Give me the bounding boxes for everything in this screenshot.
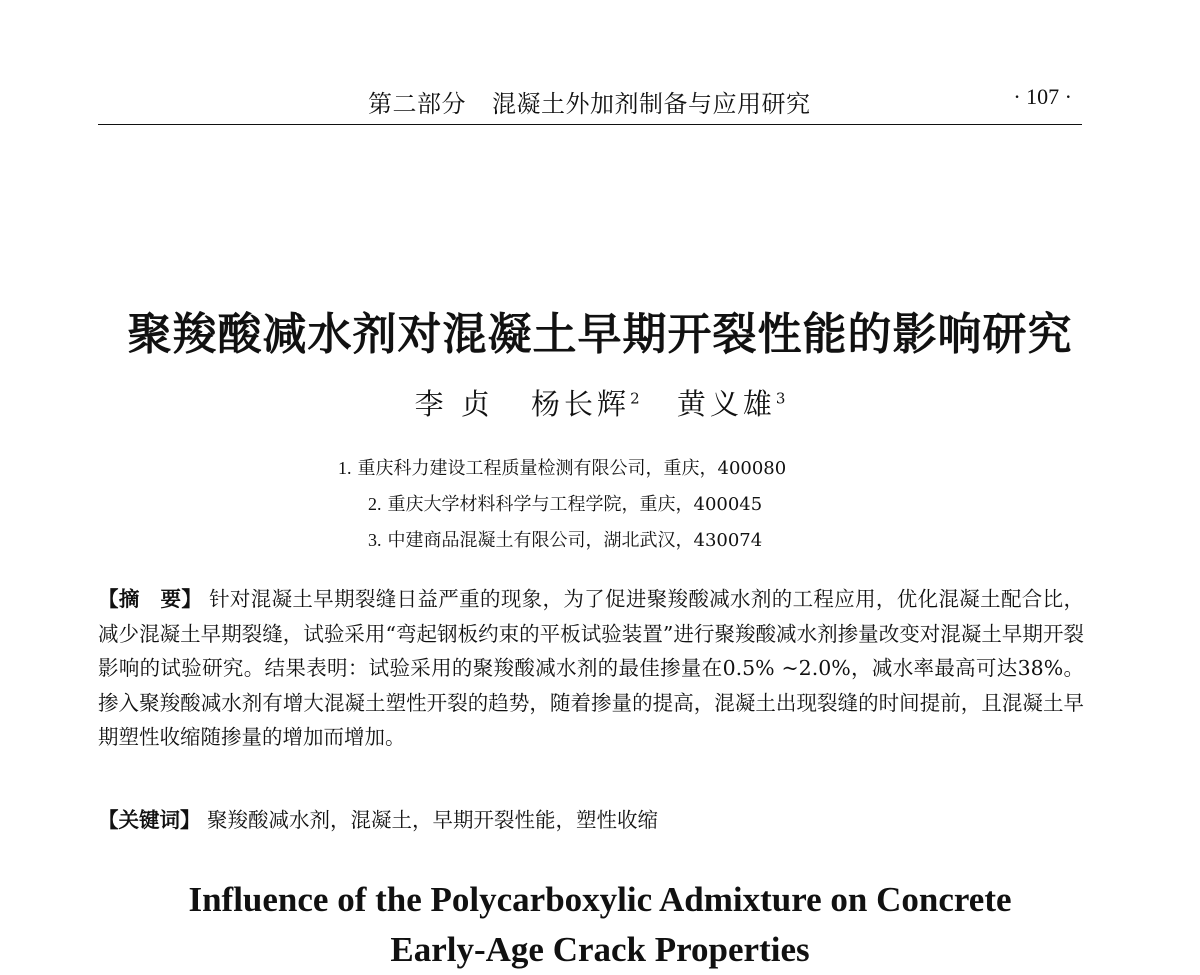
author-name: 李 贞 (414, 387, 494, 421)
running-head-section (368, 84, 811, 119)
keywords-text: 聚羧酸减水剂，混凝土，早期开裂性能，塑性收缩 (207, 808, 659, 832)
author-name: 黄义雄 (676, 387, 776, 421)
keywords (98, 803, 1084, 833)
running-head (98, 84, 1082, 125)
author (415, 382, 494, 423)
section-topic: 混凝土外加剂制备与应用研究 (492, 90, 811, 118)
author (531, 382, 640, 423)
abstract (98, 582, 1084, 755)
abstract-text: 针对混凝土早期裂缝日益严重的现象，为了促进聚羧酸减水剂的工程应用，优化混凝土配合比，减少混凝土早期裂缝，试验采用“弯起钢板约束的平板试验装置”进行聚羧酸减水剂掺量改变对混凝土早期开裂影响的试验研究。结果表明：试验采用的聚羧酸减水剂的最佳掺量在0.5% ~2.0%，减水率最高可达38%。掺入聚羧酸减水剂有增大混凝土塑性开裂的趋势，随着掺量的提高，混凝土出现裂缝的时间提前，且混凝土早期塑性收缩随掺量的增加而增加。 (98, 587, 1084, 749)
english-title-line2: Early-Age Crack Properties (390, 930, 810, 969)
keywords-label: 【关键词】 (98, 808, 201, 832)
author-name: 杨长辉 (531, 387, 631, 421)
english-title (0, 875, 1200, 975)
english-title-line1: Influence of the Polycarboxylic Admixture on Concrete (188, 880, 1012, 919)
affiliation-3: 3. 中建商品混凝土有限公司，湖北武汉，430074 (368, 530, 763, 551)
author (677, 382, 786, 423)
author-affil-mark: 2 (630, 389, 640, 408)
affiliation-2: 2. 重庆大学材料科学与工程学院，重庆，400045 (368, 494, 763, 515)
paper-title: 聚羧酸减水剂对混凝土早期开裂性能的影响研究 (127, 309, 1073, 360)
abstract-label: 【摘 要】 (98, 587, 203, 611)
page-number: · 107 · (1013, 84, 1072, 109)
affiliation-1: 1. 重庆科力建设工程质量检测有限公司，重庆，400080 (338, 458, 787, 479)
author-list (0, 382, 1200, 423)
section-label: 第二部分 (368, 90, 466, 118)
author-affil-mark: 3 (775, 389, 786, 408)
